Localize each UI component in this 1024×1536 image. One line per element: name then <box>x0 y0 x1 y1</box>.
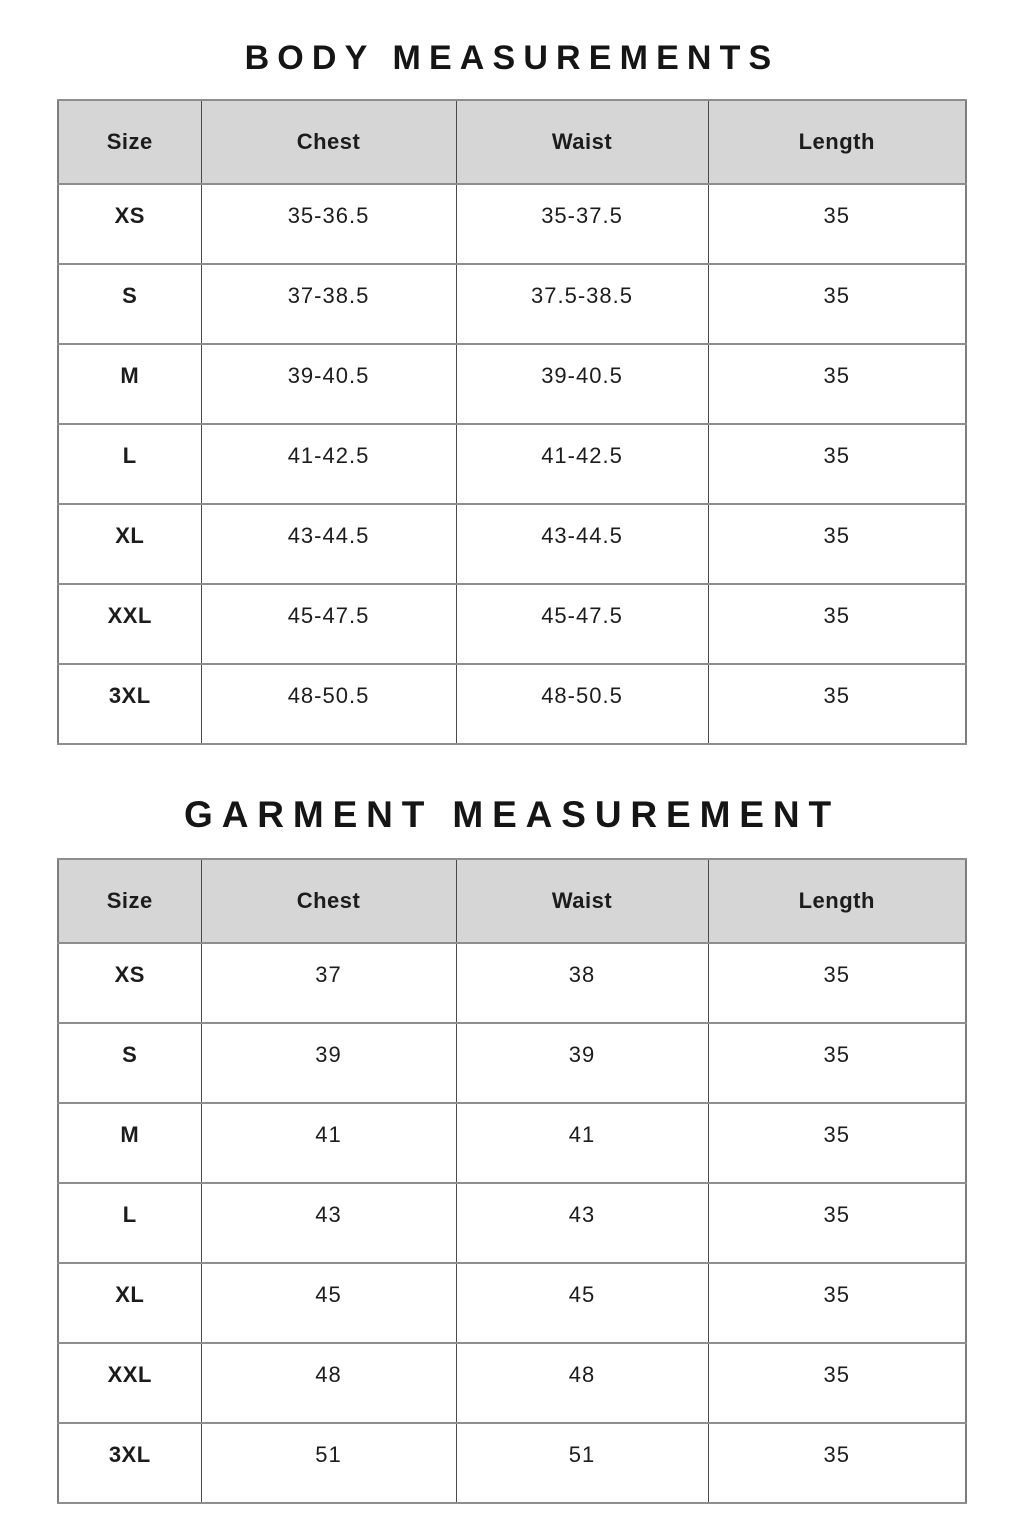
value-cell: 39-40.5 <box>201 344 456 424</box>
garment-measurement-title: GARMENT MEASUREMENT <box>184 794 840 836</box>
value-cell: 51 <box>456 1423 708 1503</box>
value-cell: 48-50.5 <box>201 664 456 744</box>
value-cell: 45 <box>201 1263 456 1343</box>
value-cell: 43 <box>201 1183 456 1263</box>
size-cell: XXL <box>58 1343 201 1423</box>
value-cell: 37-38.5 <box>201 264 456 344</box>
value-cell: 35 <box>708 943 966 1023</box>
size-cell: S <box>58 264 201 344</box>
value-cell: 35 <box>708 184 966 264</box>
value-cell: 43-44.5 <box>456 504 708 584</box>
header-cell-length: Length <box>708 100 966 184</box>
size-cell: XS <box>58 943 201 1023</box>
value-cell: 51 <box>201 1423 456 1503</box>
value-cell: 43 <box>456 1183 708 1263</box>
value-cell: 35 <box>708 504 966 584</box>
value-cell: 35 <box>708 424 966 504</box>
value-cell: 35 <box>708 1263 966 1343</box>
table-row <box>58 1423 966 1503</box>
header-cell-size: Size <box>58 100 201 184</box>
value-cell: 35-36.5 <box>201 184 456 264</box>
value-cell: 39 <box>456 1023 708 1103</box>
value-cell: 45-47.5 <box>201 584 456 664</box>
table-row <box>58 504 966 584</box>
header-cell-waist: Waist <box>456 100 708 184</box>
table-row <box>58 184 966 264</box>
header-row <box>58 100 966 184</box>
value-cell: 41-42.5 <box>201 424 456 504</box>
value-cell: 45-47.5 <box>456 584 708 664</box>
table-row <box>58 424 966 504</box>
value-cell: 37 <box>201 943 456 1023</box>
body-measurements-title: BODY MEASUREMENTS <box>244 39 780 77</box>
size-cell: M <box>58 344 201 424</box>
value-cell: 41 <box>201 1103 456 1183</box>
size-cell: S <box>58 1023 201 1103</box>
table-row <box>58 1343 966 1423</box>
size-cell: M <box>58 1103 201 1183</box>
value-cell: 48-50.5 <box>456 664 708 744</box>
value-cell: 39 <box>201 1023 456 1103</box>
table-row <box>58 1263 966 1343</box>
value-cell: 35 <box>708 344 966 424</box>
size-cell: L <box>58 1183 201 1263</box>
value-cell: 41-42.5 <box>456 424 708 504</box>
value-cell: 39-40.5 <box>456 344 708 424</box>
size-cell: XL <box>58 504 201 584</box>
header-cell-length: Length <box>708 859 966 943</box>
value-cell: 35 <box>708 664 966 744</box>
value-cell: 35 <box>708 1103 966 1183</box>
size-cell: XS <box>58 184 201 264</box>
size-cell: 3XL <box>58 1423 201 1503</box>
table-row <box>58 584 966 664</box>
table-row <box>58 1103 966 1183</box>
value-cell: 41 <box>456 1103 708 1183</box>
table-row <box>58 264 966 344</box>
header-row <box>58 859 966 943</box>
header-cell-waist: Waist <box>456 859 708 943</box>
header-cell-size: Size <box>58 859 201 943</box>
body-measurements-table <box>57 99 967 745</box>
size-cell: XXL <box>58 584 201 664</box>
value-cell: 37.5-38.5 <box>456 264 708 344</box>
value-cell: 48 <box>456 1343 708 1423</box>
value-cell: 38 <box>456 943 708 1023</box>
value-cell: 35 <box>708 264 966 344</box>
table-row <box>58 664 966 744</box>
table-row <box>58 943 966 1023</box>
size-cell: XL <box>58 1263 201 1343</box>
value-cell: 35 <box>708 1183 966 1263</box>
header-cell-chest: Chest <box>201 859 456 943</box>
table-row <box>58 1183 966 1263</box>
table-row <box>58 1023 966 1103</box>
value-cell: 35 <box>708 1023 966 1103</box>
value-cell: 35-37.5 <box>456 184 708 264</box>
value-cell: 35 <box>708 1343 966 1423</box>
value-cell: 48 <box>201 1343 456 1423</box>
size-cell: L <box>58 424 201 504</box>
value-cell: 35 <box>708 584 966 664</box>
value-cell: 35 <box>708 1423 966 1503</box>
table-row <box>58 344 966 424</box>
header-cell-chest: Chest <box>201 100 456 184</box>
garment-measurement-table <box>57 858 967 1504</box>
value-cell: 45 <box>456 1263 708 1343</box>
value-cell: 43-44.5 <box>201 504 456 584</box>
size-cell: 3XL <box>58 664 201 744</box>
